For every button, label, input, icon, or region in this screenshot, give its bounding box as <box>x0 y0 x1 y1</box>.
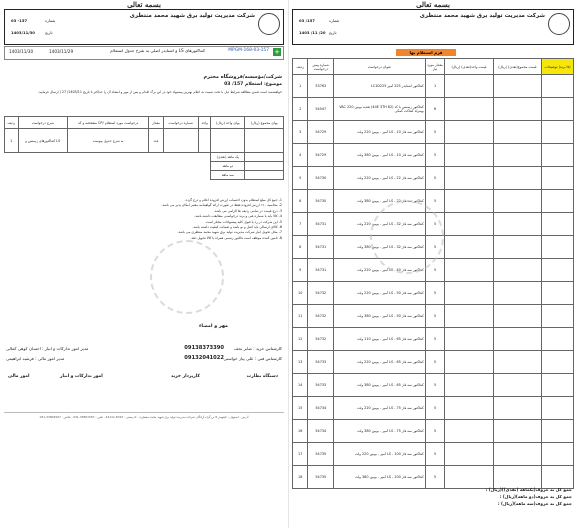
subject-date-1: 1403/11/29 <box>49 49 74 54</box>
table-cell: 5 <box>425 443 445 466</box>
table-cell: 14 <box>293 374 308 397</box>
table-cell: 54735 <box>308 443 334 466</box>
condition-item: 4- کالا باید با شماره فنی و برند درخواستی مطابقت داشته باشد. <box>194 214 282 219</box>
table-cell: 54735 <box>308 466 334 489</box>
table-cell[interactable] <box>445 443 493 466</box>
table-cell[interactable] <box>445 190 493 213</box>
table-cell: کنتاکتور سه فاز LS - 22 آمپر - بوبین 380 ولت <box>334 190 426 213</box>
bismillah: بسمه تعالی <box>127 0 161 9</box>
table-cell: 54731 <box>308 236 334 259</box>
table-cell[interactable] <box>245 129 284 153</box>
table-cell[interactable] <box>198 129 210 153</box>
subject-date-2: 1403/11/30 <box>9 49 34 54</box>
table-row <box>293 420 574 443</box>
sum-label: یک ماهه (نقدی) <box>211 153 245 162</box>
table-cell[interactable] <box>445 213 493 236</box>
table-cell: 1 <box>5 129 19 153</box>
sum-label: سه ماهه <box>211 171 245 180</box>
table-cell[interactable] <box>445 236 493 259</box>
table-cell[interactable] <box>445 305 493 328</box>
subject-line: موضوع: استعلام 157/ 03 <box>224 82 282 87</box>
signature-title: امور تدارکات و انبار <box>60 374 103 379</box>
col-header: مقدار <box>149 117 163 129</box>
table-cell: 5 <box>425 351 445 374</box>
table-cell[interactable] <box>163 129 198 153</box>
table-row <box>293 397 574 420</box>
table-cell: 17 <box>293 443 308 466</box>
table-cell: 54547 <box>308 98 334 121</box>
table-cell: 1 <box>293 75 308 98</box>
table-cell: 54730 <box>308 167 334 190</box>
col-header: قیمت مجموع(نقدی) (ریال) <box>493 59 541 75</box>
table-cell[interactable] <box>445 121 493 144</box>
table-cell[interactable] <box>542 328 574 351</box>
signature-title: امور مالی <box>8 374 30 379</box>
col-header: واحد <box>198 117 210 129</box>
addressee: شرکت/مؤسسه/فروشگاه محترم <box>203 74 282 80</box>
company-logo <box>548 13 570 35</box>
table-cell: 53763 <box>308 75 334 98</box>
signature-title: دستگاه نظارت <box>246 374 278 379</box>
table-cell: 6 <box>293 190 308 213</box>
table-cell: 5 <box>425 213 445 236</box>
table-cell[interactable] <box>445 98 493 121</box>
tech-label: کارشناس فنی : علی پیاز خواستی <box>223 356 282 361</box>
table-cell: کنتاکتور سه فاز LS - 100 آمپر - بوبین 220 ولت <box>334 443 426 466</box>
table-cell[interactable] <box>493 167 541 190</box>
watermark-stamp <box>150 240 224 314</box>
table-cell: کنتاکتور سه فاز LS - 32 آمپر - بوبین 380 ولت <box>334 236 426 259</box>
table-cell[interactable] <box>493 190 541 213</box>
table-cell: 5 <box>425 282 445 305</box>
table-cell[interactable] <box>493 420 541 443</box>
table-cell: 54733 <box>308 374 334 397</box>
table-cell: 5 <box>425 328 445 351</box>
letter-header <box>4 9 284 45</box>
table-cell[interactable] <box>542 351 574 374</box>
table-cell: کنتاکتور سه فاز LS - 40 آمپر - بوبین 220 ولت <box>334 259 426 282</box>
items-table <box>292 58 574 489</box>
table-cell[interactable] <box>445 144 493 167</box>
table-cell: 54732 <box>308 282 334 305</box>
intro-text: خواهشمند است ضمن مطالعه شرایط ذیل با دقت نسبت به اعلام بهترین پیشنهاد خود در این برگ اقدام و پس از مهر و امضاء آن را حداکثر تا تاریخ 1403/11/ 27 ( ارسال فرمایید. <box>37 90 282 94</box>
conditions-list <box>8 198 282 241</box>
table-cell[interactable] <box>493 305 541 328</box>
table-row <box>293 305 574 328</box>
table-cell[interactable] <box>445 351 493 374</box>
table-cell: 16 <box>293 420 308 443</box>
table-row <box>293 328 574 351</box>
sum-value[interactable] <box>245 162 284 171</box>
col-header: بهای واحد (ریال) <box>211 117 245 129</box>
table-cell: کنتاکتور سه فاز LS - 50 آمپر - بوبین 380 ولت <box>334 305 426 328</box>
col-header: ردیف <box>293 59 308 75</box>
condition-item: 1- جمع کل مبلغ استعلام بدون احتساب ارزش افزوده اعلام و درج گردد. <box>184 198 282 202</box>
table-cell: 2 <box>293 98 308 121</box>
table-cell: 5 <box>425 236 445 259</box>
table-cell: 54731 <box>308 259 334 282</box>
finance-manager: مدیر امور مالی : فرشید ابراهیمی <box>6 356 65 361</box>
table-row <box>293 282 574 305</box>
col-header-notes: توضیحات (برند ls) <box>542 59 574 75</box>
table-cell: کنتاکتور سه فاز LS - 10 آمپر - بوبین 220 ولت <box>334 121 426 144</box>
table-cell[interactable] <box>542 190 574 213</box>
table-cell: کنتاکتور سه فاز LS - 65 آمپر - بوبین 110 ولت <box>334 328 426 351</box>
total-line: جمع کل به حروف(سه ماهه)(ریال) : <box>497 501 572 506</box>
condition-item: 8- تامین کننده موظف است فاکتور رسمی همراه با کالا تحویل دهد. <box>190 235 282 240</box>
table-cell: 54733 <box>308 351 334 374</box>
table-cell: کنتاکتور سه فاز LS - 65 آمپر - بوبین 220 ولت <box>334 351 426 374</box>
table-cell[interactable] <box>493 374 541 397</box>
table-cell: کنتاکتور سه فاز LS - 75 آمپر - بوبین 220 ولت <box>334 397 426 420</box>
table-cell: 5 <box>293 167 308 190</box>
table-cell[interactable] <box>542 397 574 420</box>
price-inquiry-page <box>290 0 576 528</box>
request-table <box>4 116 284 180</box>
meta-number: 03 -157 <box>11 18 28 23</box>
table-cell[interactable] <box>445 282 493 305</box>
company-name: شرکت مدیریت تولید برق شهید محمد منتظری <box>419 13 545 19</box>
table-cell[interactable] <box>493 213 541 236</box>
meta-number-label: شماره <box>45 18 56 23</box>
table-cell[interactable] <box>493 75 541 98</box>
table-cell[interactable] <box>542 374 574 397</box>
table-cell: 3 <box>293 121 308 144</box>
bismillah: بسمه تعالی <box>416 0 450 9</box>
table-row <box>293 121 574 144</box>
form-header <box>292 9 574 45</box>
col-header: بهای مجموع (ریال) <box>245 117 284 129</box>
condition-item: 2- محاسبه ۱۰٪ ارزش افزوده فقط در صورت ارائه گواهینامه معتبر امکان پذیر می باشد. <box>161 203 282 208</box>
table-cell[interactable] <box>493 259 541 282</box>
col-header: شماره درخواست <box>163 117 198 129</box>
col-header: ردیف <box>5 117 19 129</box>
subject-bar <box>4 46 284 60</box>
company-logo <box>258 13 280 35</box>
table-cell: 8 <box>293 236 308 259</box>
seal-label: مهر و امضاء <box>198 324 228 329</box>
totals-in-words <box>302 486 572 507</box>
table-cell[interactable] <box>445 259 493 282</box>
col-header: مشخصه و کد CP/ درخواست مورد استعلام <box>67 117 149 129</box>
col-header: شرح درخواست <box>18 117 67 129</box>
signature-title: کارپرداز خرید <box>170 374 200 379</box>
table-row <box>293 75 574 98</box>
meta-number-label: شماره <box>329 18 340 23</box>
table-cell[interactable] <box>493 351 541 374</box>
table-cell[interactable] <box>542 144 574 167</box>
table-cell[interactable] <box>542 236 574 259</box>
col-header: قیمت واحد(نقدی) (ریال) <box>445 59 493 75</box>
table-cell: کنتاکتور سه فاز LS - 100 آمپر - بوبین 380 ولت <box>334 466 426 489</box>
table-cell: 12 <box>293 328 308 351</box>
table-cell: 5 <box>425 121 445 144</box>
table-cell: کنتاکتور سه فاز LS - 75 آمپر - بوبین 380 ولت <box>334 420 426 443</box>
table-cell[interactable] <box>493 236 541 259</box>
table-cell: کنتاکتور سه فاز LS - 10 آمپر - بوبین 380 ولت <box>334 144 426 167</box>
table-cell: کنتاکتور سه فاز LS - 50 آمپر - بوبین 220 ولت <box>334 282 426 305</box>
tech-phone: 09132041022 <box>184 355 224 361</box>
table-cell[interactable] <box>493 121 541 144</box>
buyer-label: کارشناس خرید : صابر نجف <box>234 346 282 351</box>
table-cell: 5 <box>425 305 445 328</box>
condition-item: 7- محل تحویل انبار شرکت مدیریت تولید برق شهید محمد منتظری می باشد. <box>177 230 282 235</box>
meta-number: 03 /157 <box>299 18 315 23</box>
table-cell[interactable] <box>493 397 541 420</box>
meta-date-label: تاریخ <box>45 30 53 35</box>
table-cell: 54731 <box>308 213 334 236</box>
table-cell: 6 <box>425 98 445 121</box>
table-row <box>293 98 574 121</box>
table-cell: کنتاکتور زیمنس با کد (44E 3TH 82) تغذیه بوبین 220 VAC بهمراه کنتاکت کمکی <box>334 98 426 121</box>
table-cell: 4 <box>293 144 308 167</box>
procurement-manager: مدیر امور تدارکات و انبار : احسان کوهی کمالی <box>6 346 89 351</box>
table-cell: 7 <box>293 213 308 236</box>
table-cell: 5 <box>425 190 445 213</box>
table-cell: کنتاکتور سه فاز LS - 65 آمپر - بوبین 380 ولت <box>334 374 426 397</box>
total-line: جمع کل به حروف(یکماهه (نقدی))(ریال) : <box>485 487 572 492</box>
table-cell: 5 <box>425 397 445 420</box>
table-cell: 54729 <box>308 121 334 144</box>
condition-item: 3- درج قیمت در تمامی ردیف ها الزامی می باشد. <box>213 208 282 213</box>
table-cell: 15 <box>293 397 308 420</box>
form-title: فرم استعلام بها <box>396 49 456 56</box>
table-cell: عدد <box>149 129 163 153</box>
condition-item: 5- این شرکت در رد یا قبول کلیه پیشنهادات مختار است. <box>205 219 282 224</box>
sum-label: دو ماهه <box>211 162 245 171</box>
table-cell: کنتاکتور سه فاز LS - 22 آمپر - بوبین 220 ولت <box>334 167 426 190</box>
table-cell: 18 <box>293 466 308 489</box>
table-cell: به شرح جدول پیوست <box>67 129 149 153</box>
meta-date-label: تاریخ <box>329 30 337 35</box>
table-cell[interactable] <box>542 420 574 443</box>
table-cell[interactable] <box>445 75 493 98</box>
table-cell: کنتاکتور سه فاز LS - 32 آمپر - بوبین 220 ولت <box>334 213 426 236</box>
sum-value[interactable] <box>245 171 284 180</box>
table-cell[interactable] <box>445 397 493 420</box>
table-cell[interactable] <box>493 282 541 305</box>
table-cell: 5 <box>425 259 445 282</box>
col-header: مقدار مورد نیاز <box>425 59 445 75</box>
sum-value[interactable] <box>245 153 284 162</box>
table-cell: کنتاکتورهای زیمنس و LS <box>18 129 67 153</box>
table-cell: 5 <box>425 420 445 443</box>
col-header: عنوان درخواست <box>334 59 426 75</box>
table-cell: 54734 <box>308 420 334 443</box>
table-cell[interactable] <box>542 443 574 466</box>
table-cell[interactable] <box>493 328 541 351</box>
footer-address: آدرس : اصفهان ، کیلومتر 8 بزرگراه آزادگان شرکت مدیریت تولید برق شهید محمد منتظری - کد پستی : 8315-44111 - تلفن : 33801567-031 - فکس : 33802567-031 <box>4 412 284 419</box>
table-cell: 54732 <box>308 305 334 328</box>
table-cell[interactable] <box>542 121 574 144</box>
table-cell[interactable] <box>445 420 493 443</box>
watermark-stamp <box>370 200 444 274</box>
table-cell[interactable] <box>542 75 574 98</box>
table-cell: 11 <box>293 305 308 328</box>
table-cell[interactable] <box>445 167 493 190</box>
table-row <box>293 374 574 397</box>
subject-code: MPGM-168-03-157 <box>228 48 269 53</box>
table-cell[interactable] <box>542 259 574 282</box>
table-cell: 54730 <box>308 190 334 213</box>
table-cell: 13 <box>293 351 308 374</box>
table-cell: 54734 <box>308 397 334 420</box>
meta-date: 1403 /11 /20 <box>299 30 326 35</box>
table-cell: 5 <box>425 374 445 397</box>
table-cell: 5 <box>425 167 445 190</box>
table-cell: 9 <box>293 259 308 282</box>
condition-item: 6- کالای ارسالی باید اصل و نو باشد و ضمانت کیفیت داشته باشد. <box>192 225 282 230</box>
table-cell[interactable] <box>211 129 245 153</box>
table-cell[interactable] <box>542 98 574 121</box>
table-row <box>293 144 574 167</box>
col-header: شماره پیش درخواست <box>308 59 334 75</box>
table-cell: 5 <box>425 144 445 167</box>
subject-text: کنتاکتورهای LS و اشنایدر اصلی به شرح جدول استعلام <box>110 48 205 53</box>
table-cell[interactable] <box>493 443 541 466</box>
total-line: جمع کل به حروف(دو ماهه)(ریال) : <box>499 494 572 499</box>
table-row <box>293 443 574 466</box>
company-name: شرکت مدیریت تولید برق شهید محمد منتظری <box>129 13 255 19</box>
table-cell: 1 <box>425 75 445 98</box>
table-row <box>293 167 574 190</box>
table-cell[interactable] <box>493 144 541 167</box>
table-cell: 54729 <box>308 144 334 167</box>
table-cell[interactable] <box>542 305 574 328</box>
table-cell[interactable] <box>542 213 574 236</box>
table-row <box>293 351 574 374</box>
plus-icon[interactable]: + <box>274 48 280 56</box>
table-cell[interactable] <box>542 282 574 305</box>
table-cell[interactable] <box>542 167 574 190</box>
table-cell[interactable] <box>445 328 493 351</box>
table-cell: کنتاکتور اشنایدر 225 آمپر LC1D225 <box>334 75 426 98</box>
table-cell[interactable] <box>493 98 541 121</box>
meta-date: 1403/11/30 <box>11 30 35 35</box>
buyer-phone: 09138373390 <box>184 345 224 351</box>
table-row <box>293 190 574 213</box>
table-cell[interactable] <box>445 374 493 397</box>
table-cell: 10 <box>293 282 308 305</box>
table-cell: 5 <box>425 466 445 489</box>
table-cell: 54732 <box>308 328 334 351</box>
